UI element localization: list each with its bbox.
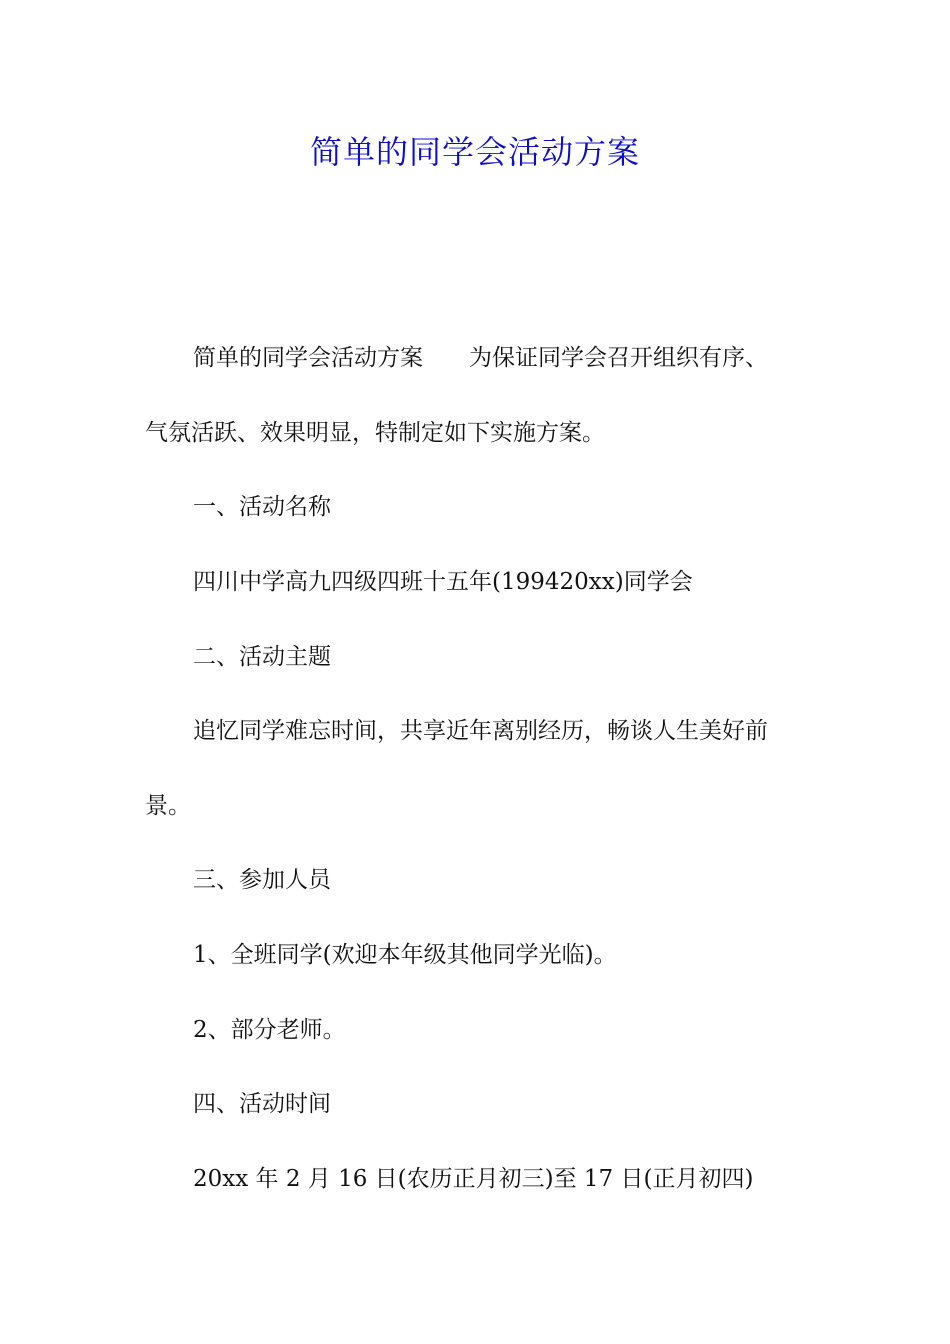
participants-item-2: 2、部分老师。 [193,1017,346,1043]
paragraph-intro-line-2: 气氛活跃、效果明显，特制定如下实施方案。 [145,420,605,446]
section-heading-activity-theme: 二、活动主题 [193,644,331,670]
activity-time-text: 20xx 年 2 月 16 日(农历正月初三)至 17 日(正月初四) [193,1166,754,1192]
activity-theme-line-2: 景。 [145,793,191,819]
activity-theme-line-1: 追忆同学难忘时间，共享近年离别经历，畅谈人生美好前 [193,718,768,744]
section-heading-activity-time: 四、活动时间 [193,1091,331,1117]
document-title: 简单的同学会活动方案 [309,133,640,171]
section-heading-activity-name: 一、活动名称 [193,494,331,520]
participants-item-1: 1、全班同学(欢迎本年级其他同学光临)。 [193,942,617,968]
activity-name-text: 四川中学高九四级四班十五年(199420xx)同学会 [193,569,693,595]
paragraph-intro-line-1: 简单的同学会活动方案 为保证同学会召开组织有序、 [193,345,768,371]
section-heading-participants: 三、参加人员 [193,867,331,893]
